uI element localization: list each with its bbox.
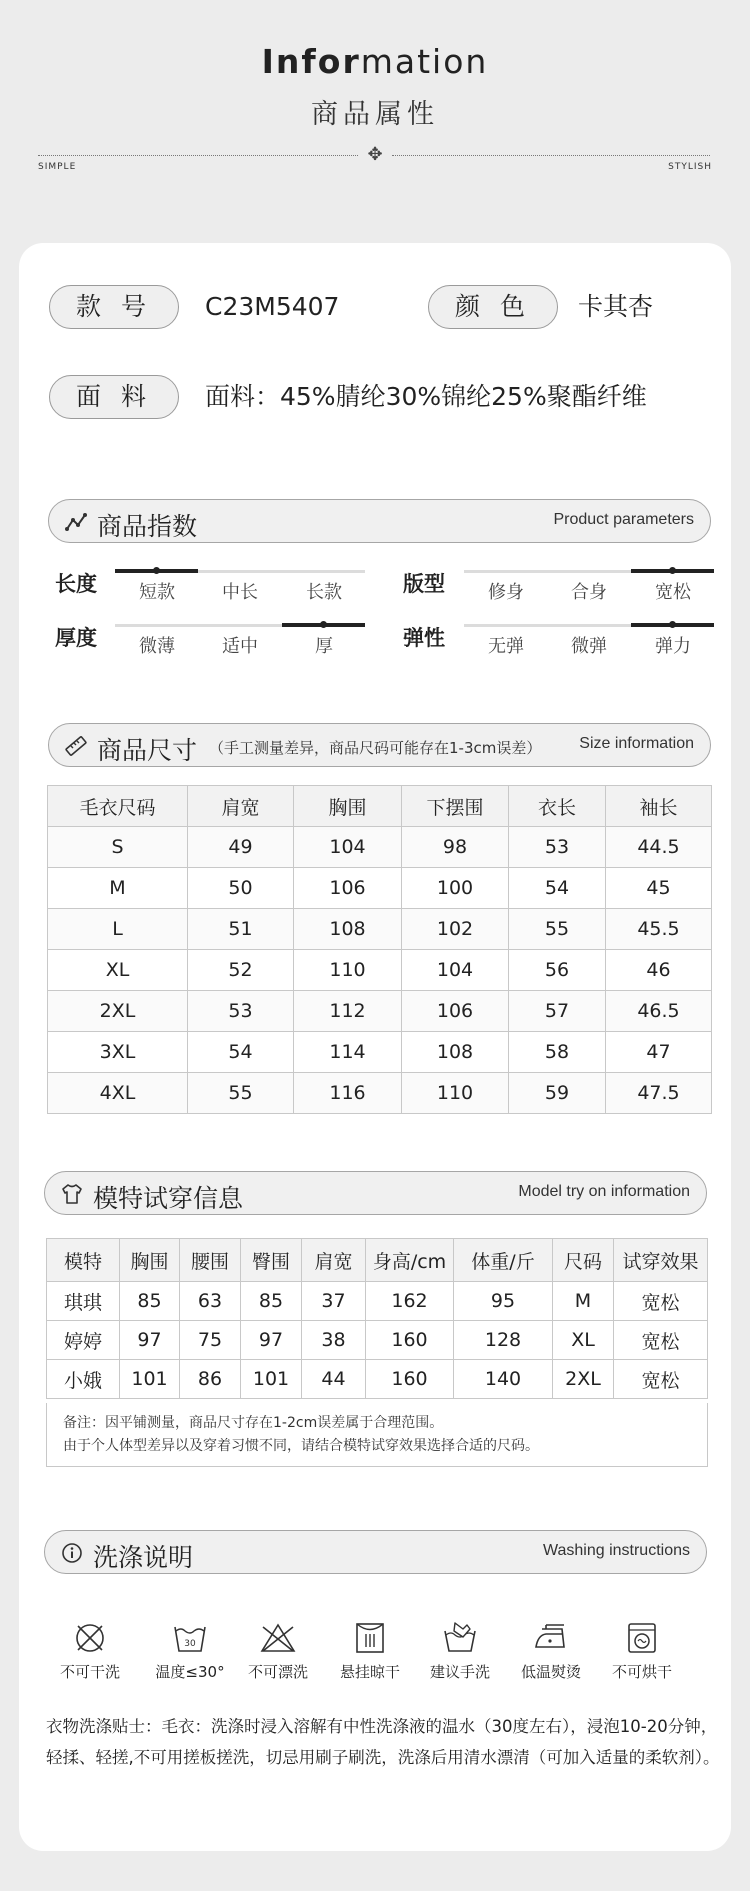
size-cell: 104 [294,827,402,868]
wash-item [45,1621,135,1682]
size-cell: 100 [402,868,509,909]
style-number-value: C23M5407 [205,292,340,321]
size-cell: 2XL [48,991,188,1032]
table-row [47,1282,708,1321]
wash-label: 低温熨烫 [520,1663,581,1681]
model-header-cell: 尺码 [553,1239,614,1282]
table-row [47,1360,708,1399]
wash-label: 温度≤30° [155,1663,225,1681]
model-cell: 2XL [553,1360,614,1399]
color-value: 卡其杏 [578,292,654,321]
model-cell: 宽松 [614,1321,708,1360]
size-cell: 53 [509,827,606,868]
fit-track [464,570,714,573]
model-cell: 160 [366,1321,454,1360]
model-cell: 63 [180,1282,241,1321]
size-cell: 116 [294,1073,402,1114]
size-cell: 108 [294,909,402,950]
product-index-title: 商品指数 [97,512,198,541]
size-info-note: （手工测量差异，商品尺码可能存在1-3cm误差） [209,739,542,757]
model-cell: 85 [120,1282,180,1321]
size-cell: 45.5 [606,909,712,950]
fit-label: 版型 [403,572,445,596]
washing-title-en: Washing instructions [542,1542,690,1559]
model-cell: M [553,1282,614,1321]
size-header-cell: 毛衣尺码 [48,786,188,827]
fabric-label: 面 料 [49,375,179,419]
elasticity-label: 弹性 [403,626,445,650]
size-cell: 45 [606,868,712,909]
size-info-header [48,723,711,767]
hang-dry-icon [354,1621,386,1655]
table-row [47,1321,708,1360]
size-cell: 106 [294,868,402,909]
model-header-cell: 肩宽 [302,1239,366,1282]
info-icon [61,1542,83,1564]
model-cell: 101 [120,1360,180,1399]
table-row [48,1073,712,1114]
washing-tips: 衣物洗涤贴士：毛衣：洗涤时浸入溶解有中性洗涤液的温水（30度左右），浸泡10-20分钟，轻揉、轻搓,不可用搓板搓洗，切忌用刷子刷洗，洗涤后用清水漂清（可加入适量的柔软剂）。 [46,1717,720,1767]
elasticity-option-slight: 微弹 [571,636,607,657]
model-header-cell: 臀围 [241,1239,302,1282]
model-header-cell: 胸围 [120,1239,180,1282]
table-row [48,1032,712,1073]
size-cell: 108 [402,1032,509,1073]
model-cell: 95 [454,1282,553,1321]
size-cell: 47 [606,1032,712,1073]
table-row [48,868,712,909]
model-cell: 宽松 [614,1282,708,1321]
washing-header [44,1530,707,1574]
tag-simple: SIMPLE [38,162,77,172]
table-row [48,827,712,868]
wash-item [597,1621,687,1682]
model-note-line-1: 备注：因平铺测量，商品尺寸存在1-2cm误差属于合理范围。 [63,1415,444,1431]
size-table [47,785,712,1114]
model-cell: 85 [241,1282,302,1321]
elasticity-option-high: 弹力 [655,636,691,657]
size-cell: 57 [509,991,606,1032]
model-cell: 琪琪 [47,1282,120,1321]
no-dry-clean-icon [73,1621,107,1655]
size-cell: 47.5 [606,1073,712,1114]
size-header-cell: 肩宽 [188,786,294,827]
size-cell: L [48,909,188,950]
style-number-label: 款 号 [49,285,179,329]
model-cell: 37 [302,1282,366,1321]
no-bleach-icon [259,1621,297,1655]
hand-wash-icon [441,1621,479,1655]
size-cell: 98 [402,827,509,868]
size-header-cell: 袖长 [606,786,712,827]
product-index-title-en: Product parameters [553,511,694,528]
elasticity-track [464,624,714,627]
model-table-header-row [47,1239,708,1282]
wash-label: 不可烘干 [611,1663,672,1681]
model-cell: 75 [180,1321,241,1360]
size-cell: 110 [402,1073,509,1114]
thickness-option-thin: 微薄 [139,636,175,657]
size-cell: 55 [509,909,606,950]
model-cell: 97 [120,1321,180,1360]
size-cell: 56 [509,950,606,991]
divider-right [392,155,710,156]
model-header-cell: 模特 [47,1239,120,1282]
wash-label: 建议手洗 [429,1663,490,1681]
page-subtitle: 商品属性 [311,99,439,130]
size-cell: 46 [606,950,712,991]
model-cell: 97 [241,1321,302,1360]
table-row [48,950,712,991]
low-iron-icon [532,1621,570,1655]
size-cell: 54 [188,1032,294,1073]
size-cell: 3XL [48,1032,188,1073]
size-cell: S [48,827,188,868]
size-cell: 58 [509,1032,606,1073]
model-info-title: 模特试穿信息 [93,1184,244,1213]
size-header-cell: 衣长 [509,786,606,827]
size-cell: 104 [402,950,509,991]
page-title: Information [261,42,489,81]
model-cell: 44 [302,1360,366,1399]
wash-label: 不可干洗 [59,1663,120,1681]
thickness-track [115,624,365,627]
size-cell: 114 [294,1032,402,1073]
model-cell: XL [553,1321,614,1360]
model-cell: 101 [241,1360,302,1399]
size-cell: XL [48,950,188,991]
table-row [48,991,712,1032]
product-index-header [48,499,711,543]
model-cell: 宽松 [614,1360,708,1399]
fit-option-slim: 修身 [488,582,524,603]
no-tumble-dry-icon [626,1621,658,1655]
length-track [115,570,365,573]
size-info-title-en: Size information [579,735,694,752]
fit-option-loose: 宽松 [655,582,691,603]
table-row [48,909,712,950]
size-cell: 106 [402,991,509,1032]
length-option-short: 短款 [139,582,175,603]
size-info-title: 商品尺寸 [97,736,198,765]
fabric-value: 面料：45%腈纶30%锦纶25%聚酯纤维 [205,382,647,411]
tag-stylish: STYLISH [668,162,712,172]
model-cell: 86 [180,1360,241,1399]
model-cell: 160 [366,1360,454,1399]
model-info-header [44,1171,707,1215]
size-cell: 44.5 [606,827,712,868]
thickness-label: 厚度 [55,626,97,650]
size-table-header-row [48,786,712,827]
size-cell: 49 [188,827,294,868]
fit-option-regular: 合身 [571,582,607,603]
size-cell: 102 [402,909,509,950]
wash-label: 不可漂洗 [247,1663,308,1681]
thickness-option-medium: 适中 [222,636,258,657]
model-header-cell: 试穿效果 [614,1239,708,1282]
size-cell: 46.5 [606,991,712,1032]
size-cell: 110 [294,950,402,991]
size-cell: 50 [188,868,294,909]
model-header-cell: 身高/cm [366,1239,454,1282]
cross-ornament-icon: ✥ [367,144,383,165]
trend-line-icon [65,511,87,533]
model-cell: 婷婷 [47,1321,120,1360]
size-cell: 52 [188,950,294,991]
model-header-cell: 体重/斤 [454,1239,553,1282]
wash-30-badge: 30 [184,1639,196,1649]
size-cell: 4XL [48,1073,188,1114]
model-cell: 38 [302,1321,366,1360]
wash-item [506,1621,596,1682]
wash-item [233,1621,323,1682]
model-cell: 小娥 [47,1360,120,1399]
divider-left [38,155,358,156]
model-cell: 128 [454,1321,553,1360]
wash-label: 悬挂晾干 [339,1663,400,1681]
thickness-option-thick: 厚 [315,636,333,657]
wash-30-icon [172,1621,208,1655]
size-cell: 54 [509,868,606,909]
tshirt-icon [61,1183,83,1205]
size-header-cell: 胸围 [294,786,402,827]
model-cell: 162 [366,1282,454,1321]
wash-item [325,1621,415,1682]
length-option-mid: 中长 [222,582,258,603]
size-cell: 51 [188,909,294,950]
size-header-cell: 下摆围 [402,786,509,827]
size-cell: 53 [188,991,294,1032]
wash-item [145,1621,235,1682]
size-cell: 59 [509,1073,606,1114]
wash-item [415,1621,505,1682]
size-cell: M [48,868,188,909]
model-info-title-en: Model try on information [518,1183,690,1200]
ruler-icon [65,735,87,757]
size-cell: 55 [188,1073,294,1114]
color-label: 颜 色 [428,285,558,329]
model-note-box [46,1403,708,1467]
size-cell: 112 [294,991,402,1032]
length-label: 长度 [55,572,97,596]
length-option-long: 长款 [306,582,342,603]
elasticity-option-none: 无弹 [488,636,524,657]
model-note-line-2: 由于个人体型差异以及穿着习惯不同，请结合模特试穿效果选择合适的尺码。 [63,1438,539,1454]
model-table [46,1238,708,1399]
model-header-cell: 腰围 [180,1239,241,1282]
washing-title: 洗涤说明 [93,1543,194,1572]
model-cell: 140 [454,1360,553,1399]
